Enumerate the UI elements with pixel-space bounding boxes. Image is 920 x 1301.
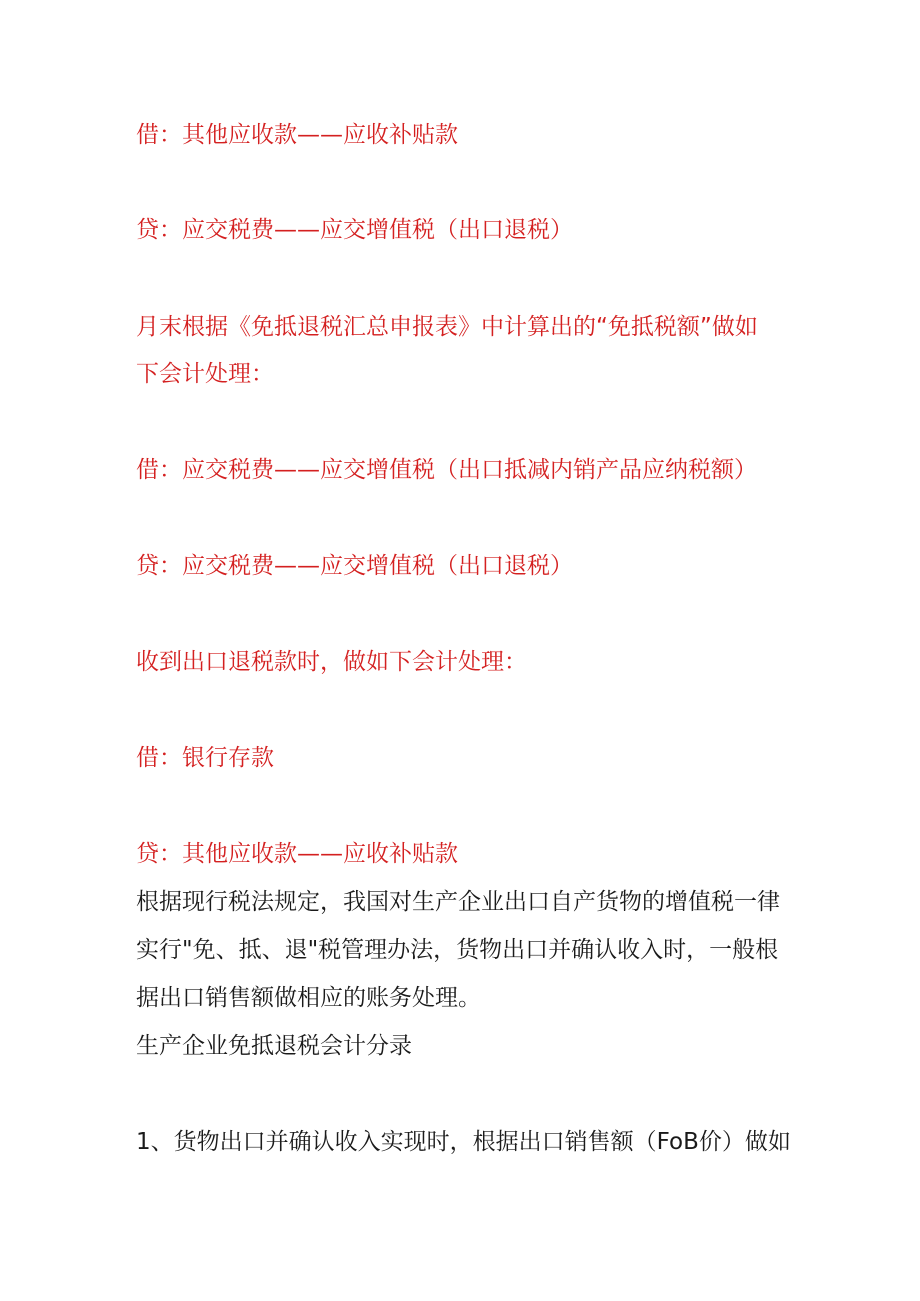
paragraph-line: 月末根据《免抵退税汇总申报表》中计算出的“免抵税额”做如 [136, 314, 758, 340]
paragraph-line: 1、货物出口并确认收入实现时，根据出口销售额（FoB价）做如 [136, 1129, 791, 1155]
journal-credit-line: 贷：应交税费——应交增值税（出口退税） [136, 553, 573, 579]
section-heading: 生产企业免抵退税会计分录 [136, 1033, 412, 1059]
journal-debit-line: 借：其他应收款——应收补贴款 [136, 122, 458, 148]
paragraph-line: 下会计处理： [136, 361, 274, 387]
journal-credit-line: 贷：应交税费——应交增值税（出口退税） [136, 217, 573, 243]
paragraph-line: 实行"免、抵、退"税管理办法，货物出口并确认收入时，一般根 [136, 937, 779, 963]
journal-debit-line: 借：银行存款 [136, 745, 274, 771]
paragraph-line: 据出口销售额做相应的账务处理。 [136, 985, 481, 1011]
journal-credit-line: 贷：其他应收款——应收补贴款 [136, 841, 458, 867]
paragraph-line: 收到出口退税款时，做如下会计处理： [136, 649, 527, 675]
journal-debit-line: 借：应交税费——应交增值税（出口抵减内销产品应纳税额） [136, 457, 757, 483]
paragraph-line: 根据现行税法规定，我国对生产企业出口自产货物的增值税一律 [136, 889, 780, 915]
